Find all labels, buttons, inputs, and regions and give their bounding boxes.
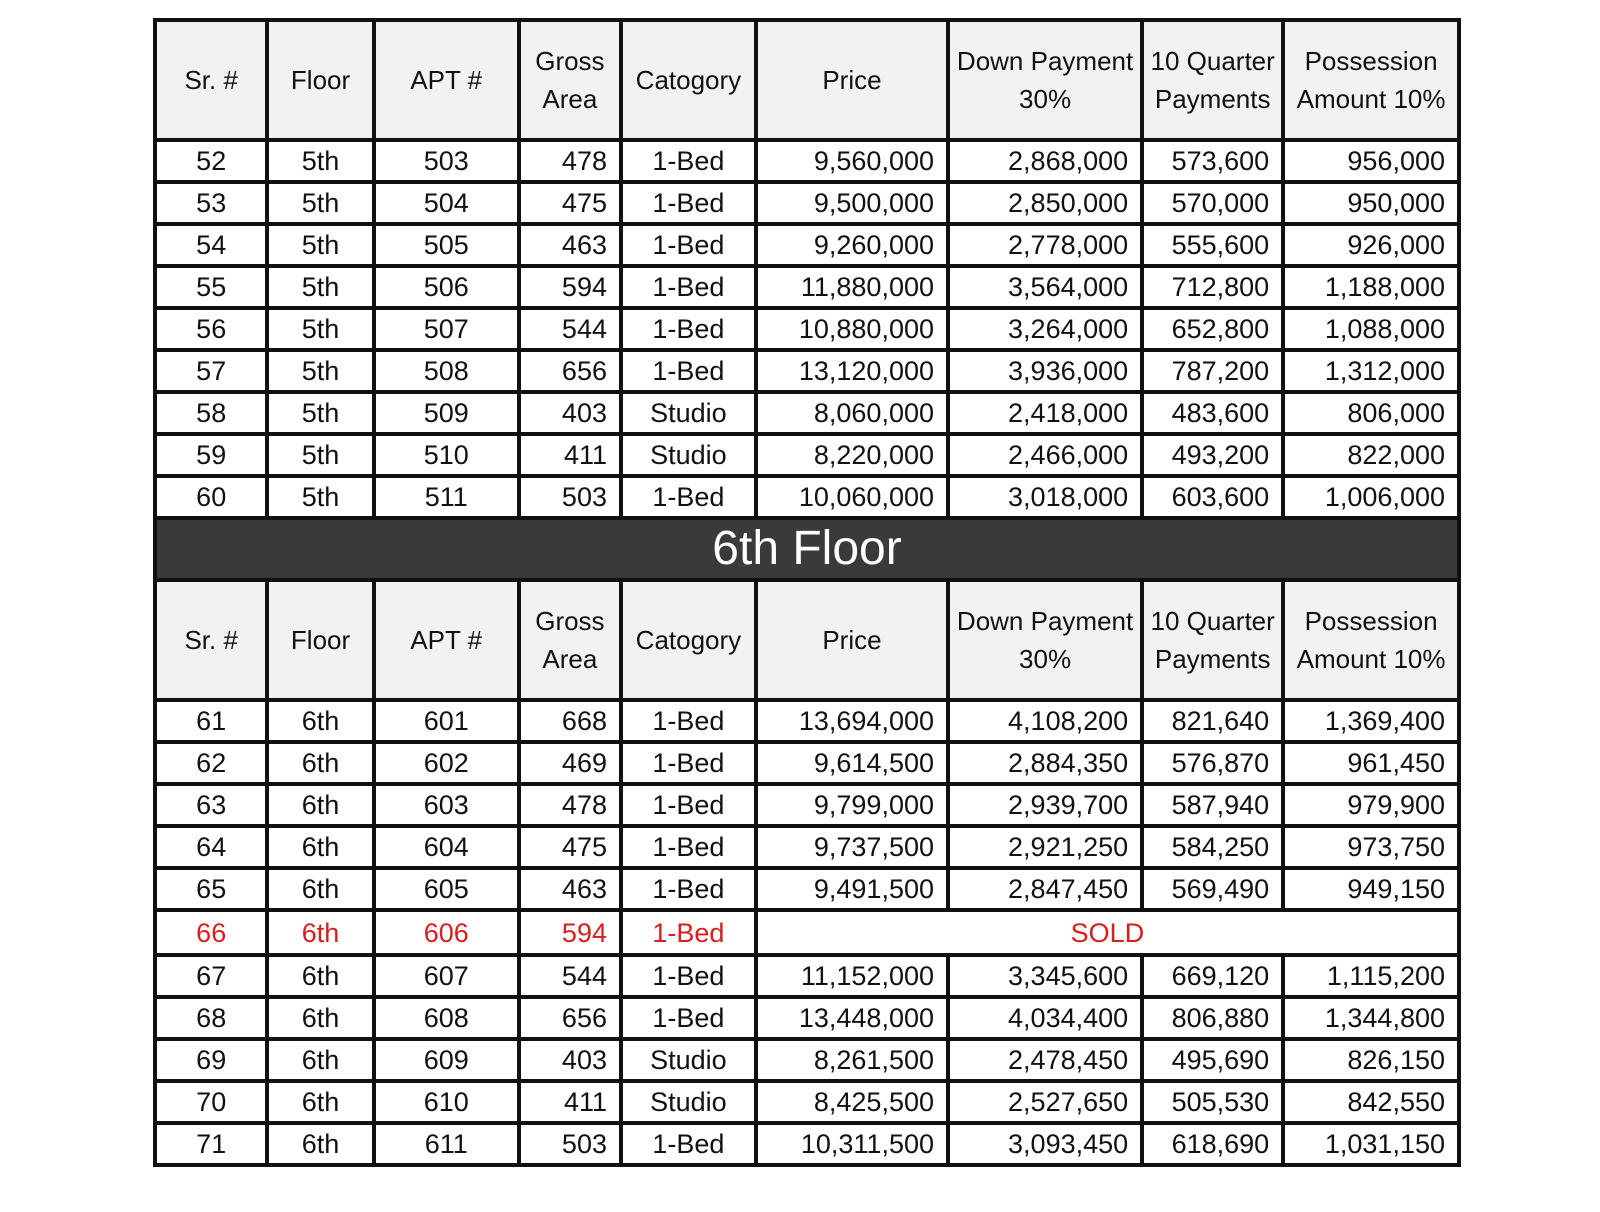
cell-quarter-payments: 483,600 (1142, 392, 1283, 434)
cell-floor: 5th (267, 308, 373, 350)
cell-price: 8,060,000 (756, 392, 948, 434)
cell-category: 1-Bed (621, 910, 756, 955)
cell-price: 11,152,000 (756, 955, 948, 997)
cell-quarter-payments: 555,600 (1142, 224, 1283, 266)
cell-apt: 511 (374, 476, 519, 518)
cell-price: 8,425,500 (756, 1081, 948, 1123)
cell-sr: 68 (155, 997, 267, 1039)
cell-floor: 6th (267, 1039, 373, 1081)
cell-category: 1-Bed (621, 700, 756, 742)
cell-down-payment: 3,018,000 (948, 476, 1142, 518)
cell-price: 9,737,500 (756, 826, 948, 868)
cell-apt: 610 (374, 1081, 519, 1123)
cell-sr: 63 (155, 784, 267, 826)
cell-category: 1-Bed (621, 1123, 756, 1165)
cell-apt: 608 (374, 997, 519, 1039)
cell-category: 1-Bed (621, 182, 756, 224)
cell-possession: 1,031,150 (1283, 1123, 1459, 1165)
cell-category: 1-Bed (621, 476, 756, 518)
cell-area: 478 (519, 140, 621, 182)
cell-down-payment: 3,936,000 (948, 350, 1142, 392)
cell-sr: 70 (155, 1081, 267, 1123)
header-apt: APT # (374, 20, 519, 140)
cell-price: 9,260,000 (756, 224, 948, 266)
cell-sr: 66 (155, 910, 267, 955)
cell-sr: 62 (155, 742, 267, 784)
cell-quarter-payments: 495,690 (1142, 1039, 1283, 1081)
cell-apt: 601 (374, 700, 519, 742)
header-down-payment: Down Payment 30% (948, 20, 1142, 140)
cell-price: 9,614,500 (756, 742, 948, 784)
cell-price: 8,220,000 (756, 434, 948, 476)
cell-price: 9,799,000 (756, 784, 948, 826)
table-row (155, 1123, 1459, 1165)
cell-area: 463 (519, 868, 621, 910)
cell-floor: 6th (267, 784, 373, 826)
cell-area: 469 (519, 742, 621, 784)
cell-down-payment: 3,264,000 (948, 308, 1142, 350)
cell-sr: 54 (155, 224, 267, 266)
cell-possession: 1,344,800 (1283, 997, 1459, 1039)
cell-floor: 6th (267, 868, 373, 910)
cell-area: 503 (519, 476, 621, 518)
cell-area: 475 (519, 182, 621, 224)
cell-sr: 65 (155, 868, 267, 910)
cell-category: 1-Bed (621, 224, 756, 266)
cell-down-payment: 2,527,650 (948, 1081, 1142, 1123)
cell-category: 1-Bed (621, 350, 756, 392)
table-row (155, 826, 1459, 868)
cell-apt: 605 (374, 868, 519, 910)
cell-apt: 604 (374, 826, 519, 868)
cell-down-payment: 3,093,450 (948, 1123, 1142, 1165)
cell-area: 475 (519, 826, 621, 868)
header-price: Price (756, 580, 948, 700)
table-body (155, 20, 1459, 1165)
cell-category: Studio (621, 392, 756, 434)
cell-sr: 58 (155, 392, 267, 434)
table-row (155, 700, 1459, 742)
cell-category: 1-Bed (621, 997, 756, 1039)
cell-category: 1-Bed (621, 140, 756, 182)
cell-possession: 956,000 (1283, 140, 1459, 182)
floor-banner-row (155, 518, 1459, 580)
cell-category: 1-Bed (621, 868, 756, 910)
table-row (155, 476, 1459, 518)
header-price: Price (756, 20, 948, 140)
header-quarter-payments: 10 Quarter Payments (1142, 580, 1283, 700)
cell-quarter-payments: 569,490 (1142, 868, 1283, 910)
header-floor: Floor (267, 580, 373, 700)
cell-price: 13,694,000 (756, 700, 948, 742)
cell-area: 594 (519, 910, 621, 955)
cell-price: 9,491,500 (756, 868, 948, 910)
sold-label: SOLD (756, 910, 1459, 955)
cell-down-payment: 4,034,400 (948, 997, 1142, 1039)
table-row (155, 868, 1459, 910)
cell-apt: 504 (374, 182, 519, 224)
cell-price: 13,120,000 (756, 350, 948, 392)
cell-floor: 6th (267, 1123, 373, 1165)
cell-down-payment: 3,564,000 (948, 266, 1142, 308)
cell-apt: 508 (374, 350, 519, 392)
cell-floor: 5th (267, 476, 373, 518)
cell-area: 544 (519, 955, 621, 997)
cell-possession: 1,188,000 (1283, 266, 1459, 308)
cell-down-payment: 2,778,000 (948, 224, 1142, 266)
table-row (155, 224, 1459, 266)
cell-price: 9,560,000 (756, 140, 948, 182)
cell-sr: 64 (155, 826, 267, 868)
cell-apt: 602 (374, 742, 519, 784)
price-schedule-table (153, 18, 1461, 1167)
cell-floor: 6th (267, 997, 373, 1039)
cell-down-payment: 2,466,000 (948, 434, 1142, 476)
cell-possession: 973,750 (1283, 826, 1459, 868)
cell-floor: 5th (267, 224, 373, 266)
cell-possession: 826,150 (1283, 1039, 1459, 1081)
table-row (155, 350, 1459, 392)
header-category: Catogory (621, 580, 756, 700)
cell-possession: 979,900 (1283, 784, 1459, 826)
cell-area: 411 (519, 1081, 621, 1123)
header-floor: Floor (267, 20, 373, 140)
cell-area: 544 (519, 308, 621, 350)
header-gross-area: Gross Area (519, 20, 621, 140)
cell-sr: 55 (155, 266, 267, 308)
table-row (155, 1081, 1459, 1123)
header-gross-area: Gross Area (519, 580, 621, 700)
cell-floor: 6th (267, 1081, 373, 1123)
cell-apt: 503 (374, 140, 519, 182)
cell-area: 503 (519, 1123, 621, 1165)
table-row (155, 434, 1459, 476)
cell-sr: 52 (155, 140, 267, 182)
cell-quarter-payments: 603,600 (1142, 476, 1283, 518)
cell-floor: 5th (267, 140, 373, 182)
cell-possession: 1,088,000 (1283, 308, 1459, 350)
cell-price: 13,448,000 (756, 997, 948, 1039)
cell-apt: 603 (374, 784, 519, 826)
table-row (155, 1039, 1459, 1081)
cell-category: 1-Bed (621, 826, 756, 868)
cell-area: 411 (519, 434, 621, 476)
cell-floor: 6th (267, 826, 373, 868)
cell-area: 656 (519, 997, 621, 1039)
cell-apt: 611 (374, 1123, 519, 1165)
cell-category: 1-Bed (621, 784, 756, 826)
header-sr: Sr. # (155, 20, 267, 140)
cell-floor: 5th (267, 392, 373, 434)
cell-floor: 5th (267, 350, 373, 392)
cell-sr: 60 (155, 476, 267, 518)
cell-floor: 6th (267, 742, 373, 784)
cell-quarter-payments: 787,200 (1142, 350, 1283, 392)
cell-quarter-payments: 573,600 (1142, 140, 1283, 182)
cell-sr: 57 (155, 350, 267, 392)
cell-price: 11,880,000 (756, 266, 948, 308)
cell-quarter-payments: 493,200 (1142, 434, 1283, 476)
table-row (155, 392, 1459, 434)
cell-quarter-payments: 669,120 (1142, 955, 1283, 997)
cell-area: 656 (519, 350, 621, 392)
cell-category: Studio (621, 434, 756, 476)
cell-possession: 926,000 (1283, 224, 1459, 266)
cell-possession: 822,000 (1283, 434, 1459, 476)
cell-price: 9,500,000 (756, 182, 948, 224)
table-row (155, 308, 1459, 350)
table-row (155, 742, 1459, 784)
cell-apt: 609 (374, 1039, 519, 1081)
cell-area: 668 (519, 700, 621, 742)
cell-apt: 505 (374, 224, 519, 266)
cell-quarter-payments: 584,250 (1142, 826, 1283, 868)
cell-apt: 509 (374, 392, 519, 434)
cell-area: 478 (519, 784, 621, 826)
cell-down-payment: 2,921,250 (948, 826, 1142, 868)
cell-area: 403 (519, 1039, 621, 1081)
cell-apt: 507 (374, 308, 519, 350)
cell-sr: 61 (155, 700, 267, 742)
cell-floor: 6th (267, 700, 373, 742)
cell-possession: 1,006,000 (1283, 476, 1459, 518)
cell-possession: 961,450 (1283, 742, 1459, 784)
cell-down-payment: 4,108,200 (948, 700, 1142, 742)
table-row (155, 955, 1459, 997)
cell-category: 1-Bed (621, 308, 756, 350)
cell-quarter-payments: 570,000 (1142, 182, 1283, 224)
cell-floor: 5th (267, 266, 373, 308)
cell-category: Studio (621, 1081, 756, 1123)
header-sr: Sr. # (155, 580, 267, 700)
table-row (155, 266, 1459, 308)
cell-sr: 71 (155, 1123, 267, 1165)
cell-down-payment: 2,418,000 (948, 392, 1142, 434)
cell-down-payment: 2,868,000 (948, 140, 1142, 182)
header-quarter-payments: 10 Quarter Payments (1142, 20, 1283, 140)
floor-banner: 6th Floor (155, 518, 1459, 580)
cell-possession: 1,115,200 (1283, 955, 1459, 997)
cell-quarter-payments: 712,800 (1142, 266, 1283, 308)
cell-category: Studio (621, 1039, 756, 1081)
cell-floor: 5th (267, 182, 373, 224)
cell-quarter-payments: 587,940 (1142, 784, 1283, 826)
cell-possession: 949,150 (1283, 868, 1459, 910)
cell-possession: 806,000 (1283, 392, 1459, 434)
cell-floor: 5th (267, 434, 373, 476)
cell-sr: 59 (155, 434, 267, 476)
cell-area: 403 (519, 392, 621, 434)
cell-floor: 6th (267, 910, 373, 955)
cell-price: 8,261,500 (756, 1039, 948, 1081)
cell-down-payment: 2,884,350 (948, 742, 1142, 784)
header-apt: APT # (374, 580, 519, 700)
cell-down-payment: 2,847,450 (948, 868, 1142, 910)
table-row (155, 784, 1459, 826)
header-possession-amount: Possession Amount 10% (1283, 580, 1459, 700)
cell-floor: 6th (267, 955, 373, 997)
header-category: Catogory (621, 20, 756, 140)
cell-category: 1-Bed (621, 742, 756, 784)
cell-area: 463 (519, 224, 621, 266)
cell-quarter-payments: 576,870 (1142, 742, 1283, 784)
cell-quarter-payments: 505,530 (1142, 1081, 1283, 1123)
cell-category: 1-Bed (621, 266, 756, 308)
cell-area: 594 (519, 266, 621, 308)
cell-sr: 67 (155, 955, 267, 997)
header-row (155, 580, 1459, 700)
cell-down-payment: 2,850,000 (948, 182, 1142, 224)
cell-apt: 607 (374, 955, 519, 997)
cell-sr: 56 (155, 308, 267, 350)
header-down-payment: Down Payment 30% (948, 580, 1142, 700)
cell-quarter-payments: 806,880 (1142, 997, 1283, 1039)
cell-apt: 510 (374, 434, 519, 476)
table-row (155, 182, 1459, 224)
header-row (155, 20, 1459, 140)
cell-sr: 69 (155, 1039, 267, 1081)
cell-price: 10,311,500 (756, 1123, 948, 1165)
cell-apt: 606 (374, 910, 519, 955)
cell-quarter-payments: 652,800 (1142, 308, 1283, 350)
cell-possession: 842,550 (1283, 1081, 1459, 1123)
cell-price: 10,060,000 (756, 476, 948, 518)
cell-down-payment: 3,345,600 (948, 955, 1142, 997)
table-row (155, 997, 1459, 1039)
header-possession-amount: Possession Amount 10% (1283, 20, 1459, 140)
cell-quarter-payments: 821,640 (1142, 700, 1283, 742)
cell-apt: 506 (374, 266, 519, 308)
table-row-sold (155, 910, 1459, 955)
cell-down-payment: 2,478,450 (948, 1039, 1142, 1081)
cell-possession: 1,369,400 (1283, 700, 1459, 742)
cell-sr: 53 (155, 182, 267, 224)
table-row (155, 140, 1459, 182)
cell-down-payment: 2,939,700 (948, 784, 1142, 826)
cell-category: 1-Bed (621, 955, 756, 997)
cell-possession: 1,312,000 (1283, 350, 1459, 392)
cell-quarter-payments: 618,690 (1142, 1123, 1283, 1165)
cell-possession: 950,000 (1283, 182, 1459, 224)
cell-price: 10,880,000 (756, 308, 948, 350)
